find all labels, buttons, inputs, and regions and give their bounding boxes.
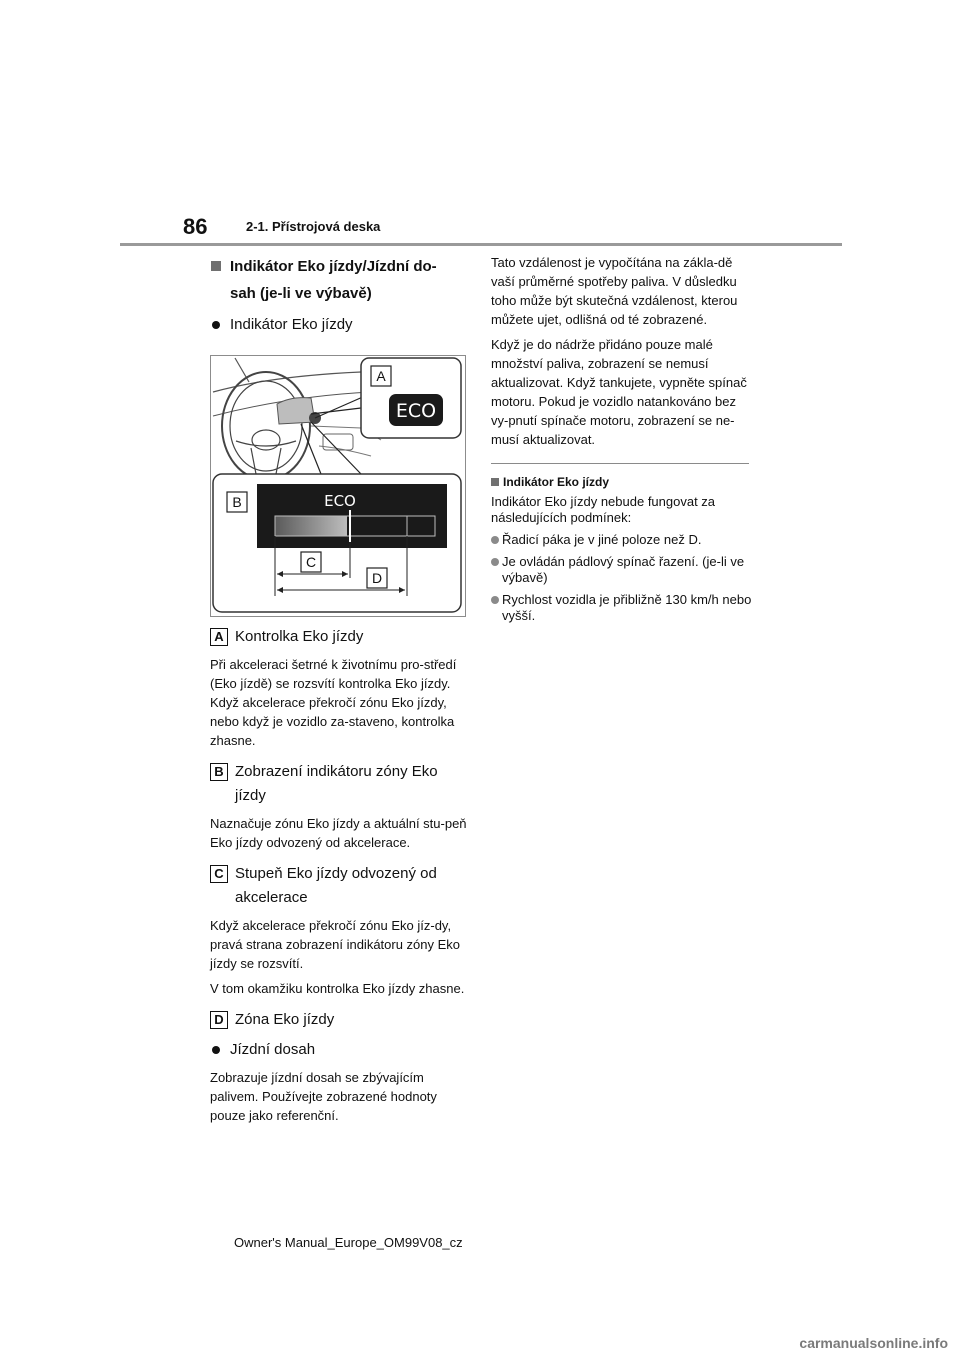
callout-body: V tom okamžiku kontrolka Eko jízdy zhasne.	[210, 981, 465, 996]
callout-letter: A	[210, 628, 228, 646]
bullet-dot-icon	[212, 1046, 220, 1054]
bullet-eco-text: Indikátor Eko jízdy	[230, 316, 353, 333]
callout-title: Zóna Eko jízdy	[235, 1011, 335, 1028]
eco-level-fill	[275, 516, 347, 536]
paragraph: Tato vzdálenost je vypočítána na zákla-dě vaší průměrné spotřeby paliva. V důsledku toho může být skutečná vzdálenost, kterou můžete ujet, odlišná od té zobrazené.	[491, 255, 738, 327]
left-column	[210, 253, 468, 1125]
callout-title: Kontrolka Eko jízdy	[235, 628, 364, 645]
list-item-text: Rychlost vozidla je přibližně 130 km/h nebo vyšší.	[502, 592, 752, 623]
section-heading-text: Indikátor Eko jízdy/Jízdní do-sah (je-li ve výbavě)	[230, 258, 437, 302]
callout-a	[210, 625, 468, 750]
right-column	[491, 253, 753, 624]
callout-title: Zobrazení indikátoru zóny Eko jízdy	[235, 763, 438, 804]
callout-body: Když akcelerace překročí zónu Eko jíz-dy, pravá strana zobrazení indikátoru zóny Eko jízdy se rozsvítí.	[210, 918, 461, 971]
figure-label-d: D	[371, 570, 383, 586]
section-title: 2-1. Přístrojová deska	[246, 219, 381, 234]
figure-label-c: C	[305, 554, 317, 570]
section-heading	[210, 253, 468, 307]
callout-letter: D	[210, 1011, 228, 1029]
dashboard-illustration	[211, 356, 465, 616]
subheading	[491, 472, 753, 492]
range-body: Zobrazuje jízdní dosah se zbývajícím palivem. Používejte zobrazené hodnoty pouze jako referenční.	[210, 1070, 437, 1123]
list-item-text: Je ovládán pádlový spínač řazení. (je-li ve výbavě)	[502, 554, 745, 585]
footer-text: Owner's Manual_Europe_OM99V08_cz	[234, 1235, 463, 1250]
header-divider	[120, 243, 842, 246]
eco-bar-text: ECO	[324, 492, 356, 510]
bullet-dot-icon	[491, 536, 499, 544]
callout-title: Stupeň Eko jízdy odvozený od akcelerace	[235, 865, 437, 906]
bullet-dot-icon	[491, 558, 499, 566]
square-bullet-icon	[211, 261, 221, 271]
subheading-text: Indikátor Eko jízdy	[503, 475, 610, 489]
callout-b	[210, 760, 468, 852]
page-number: 86	[183, 214, 208, 239]
callout-body: Naznačuje zónu Eko jízdy a aktuální stu-peň Eko jízdy odvozený od akcelerace.	[210, 816, 467, 850]
divider	[491, 463, 749, 464]
callout-body: Při akceleraci šetrné k životnímu pro-středí (Eko jízdě) se rozsvítí kontrolka Eko jízdy. Když akcelerace překročí zónu Eko jízdy, nebo když je vozidlo za-staveno, kontrolka zhasne.	[210, 657, 457, 748]
paragraph: Když je do nádrže přidáno pouze malé množství paliva, zobrazení se nemusí aktualizovat. Když tankujete, vypněte spínač motoru. Pokud je vozidlo natankováno bez vy-pnutí spínače motoru, zobrazení se ne-musí aktualizovat.	[491, 337, 747, 447]
list-item	[491, 592, 753, 624]
conditions-intro: Indikátor Eko jízdy nebude fungovat za následujících podmínek:	[491, 494, 716, 525]
callout-letter: C	[210, 865, 228, 883]
watermark: carmanualsonline.info	[799, 1335, 948, 1351]
figure-label-a: A	[376, 368, 386, 384]
bullet-eco-indicator	[210, 313, 468, 337]
callout-c	[210, 862, 468, 998]
eco-icon-text: ECO	[395, 400, 437, 422]
list-item	[491, 532, 753, 548]
callout-letter: B	[210, 763, 228, 781]
bullet-dot-icon	[491, 596, 499, 604]
bullet-dot-icon	[212, 321, 220, 329]
square-bullet-icon	[491, 478, 499, 486]
bullet-driving-range	[210, 1038, 468, 1062]
list-item	[491, 554, 753, 586]
figure-label-b: B	[232, 494, 242, 510]
callout-d	[210, 1008, 468, 1032]
list-item-text: Řadicí páka je v jiné poloze než D.	[502, 532, 702, 547]
eco-indicator-figure	[210, 355, 466, 617]
bullet-range-text: Jízdní dosah	[230, 1041, 316, 1058]
